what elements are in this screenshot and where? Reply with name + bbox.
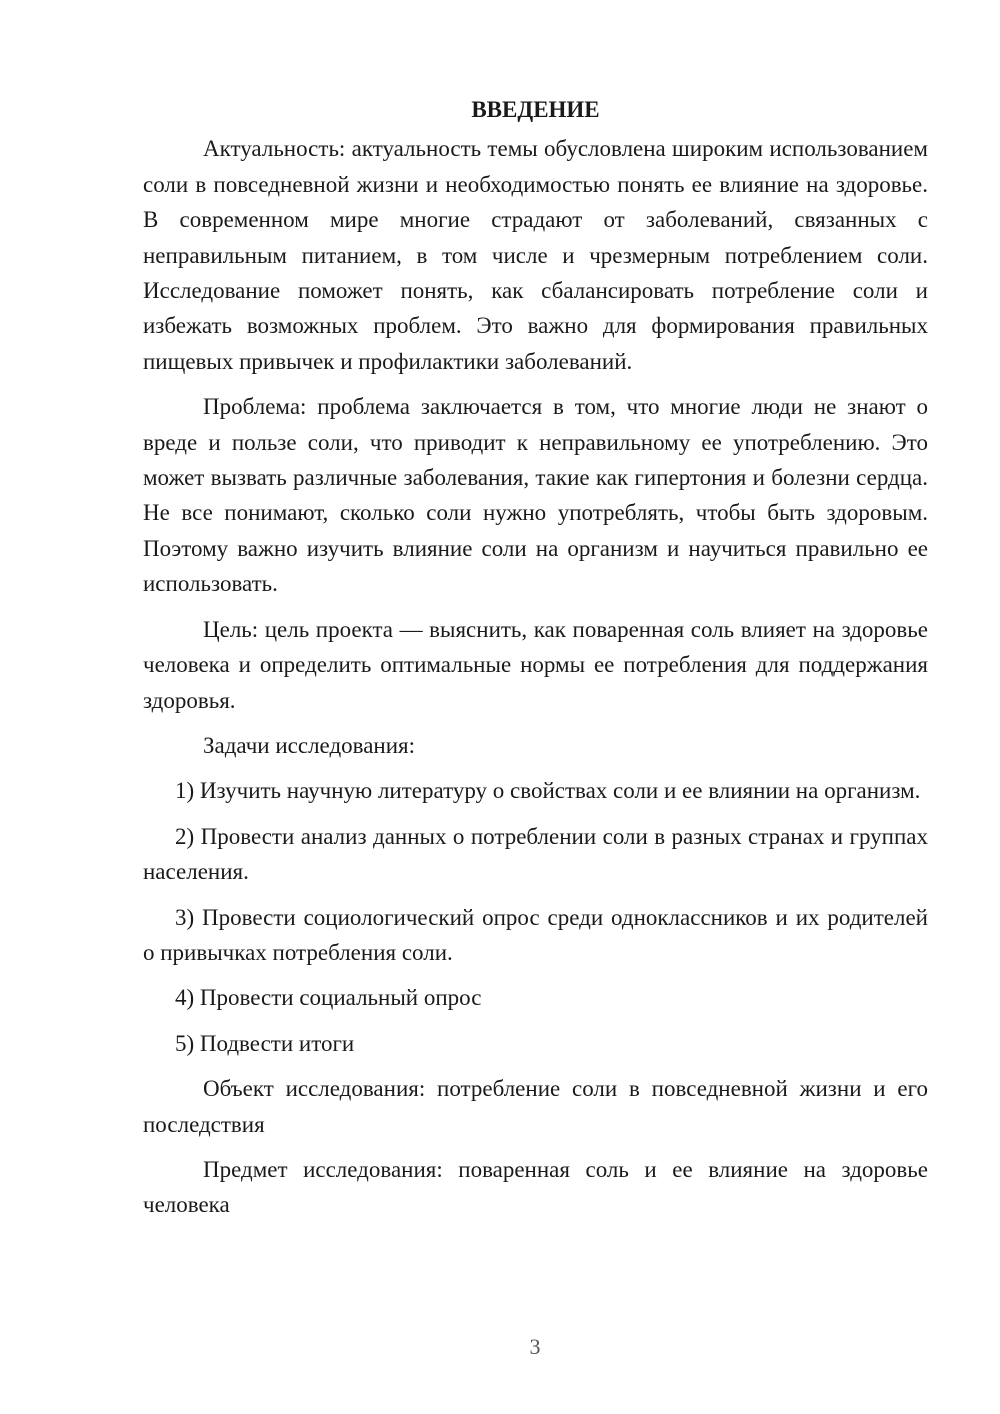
page-content: [143, 92, 928, 1223]
relevance-paragraph: Актуальность: актуальность темы обусловлена широким использованием соли в повседневной жизни и необходимостью понять ее влияние на здоровье. В современном мире многие страдают от заболеваний, связанных с неправильным питанием, в том числе и чрезмерным потреблением соли. Исследование поможет понять, как сбалансировать потребление соли и избежать возможных проблем. Это важно для формирования правильных пищевых привычек и профилактики заболеваний.: [143, 136, 928, 374]
task-item-1: 1) Изучить научную литературу о свойствах соли и ее влиянии на организм.: [175, 778, 921, 804]
tasks-title: Задачи исследования:: [203, 732, 416, 758]
page-number: 3: [529, 1334, 541, 1359]
problem-paragraph: Проблема: проблема заключается в том, что многие люди не знают о вреде и пользе соли, что приводит к неправильному ее употреблению. Это может вызвать различные заболевания, такие как гипертония и болезни сердца. Не все понимают, сколько соли нужно употреблять, чтобы быть здоровым. Поэтому важно изучить влияние соли на организм и научиться правильно ее использовать.: [143, 394, 928, 597]
research-object-paragraph: Объект исследования: потребление соли в повседневной жизни и его последствия: [143, 1076, 928, 1137]
task-item-2: 2) Провести анализ данных о потреблении соли в разных странах и группах населения.: [143, 823, 928, 885]
task-item-5: 5) Подвести итоги: [175, 1030, 355, 1056]
task-item-3: 3) Провести социологический опрос среди одноклассников и их родителей о привычках потребления соли.: [143, 904, 928, 965]
goal-paragraph: Цель: цель проекта — выяснить, как поваренная соль влияет на здоровье человека и определить оптимальные нормы ее потребления для поддержания здоровья.: [143, 616, 928, 713]
page-title: ВВЕДЕНИЕ: [471, 97, 600, 122]
task-item-4: 4) Провести социальный опрос: [175, 985, 482, 1011]
research-subject-paragraph: Предмет исследования: поваренная соль и ее влияние на здоровье человека: [143, 1156, 928, 1218]
